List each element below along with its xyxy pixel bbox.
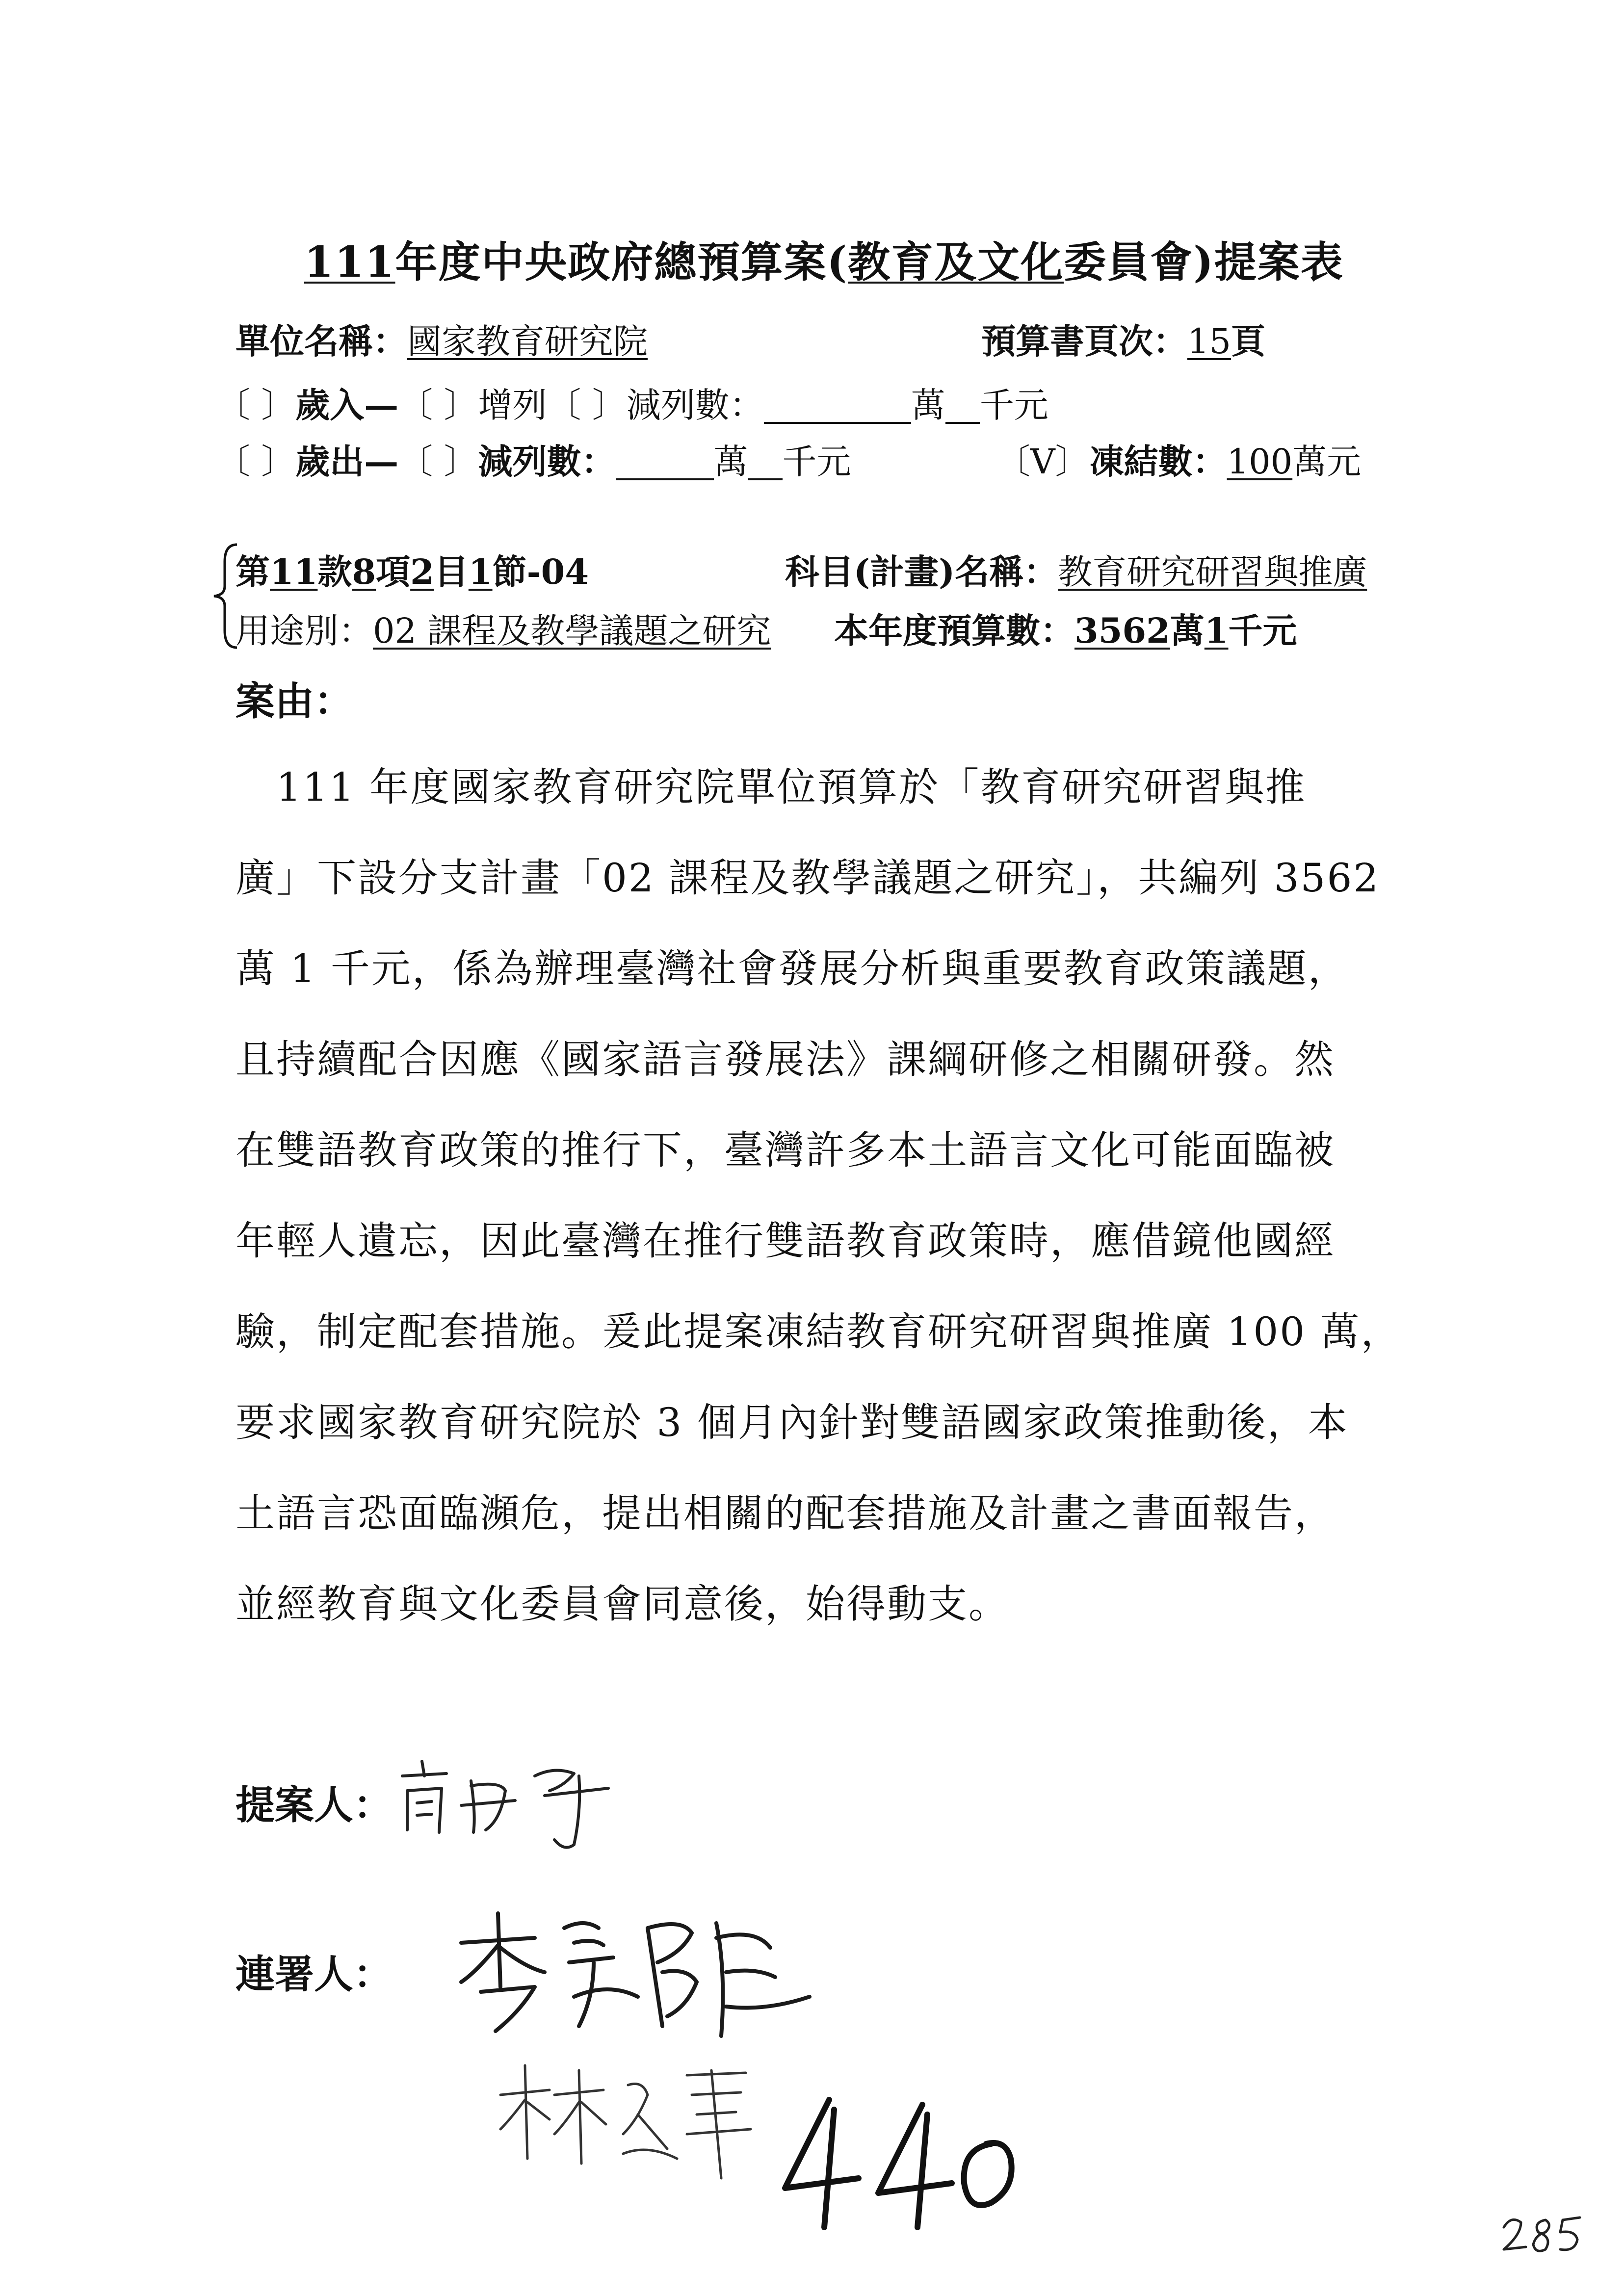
page-title	[304, 228, 1344, 289]
handwritten-number	[775, 2090, 1030, 2237]
classification-brace	[210, 542, 239, 650]
budget-qian-unit: 千元	[1228, 610, 1297, 651]
kuan-unit: 款	[317, 551, 352, 592]
revenue-increase: 增列	[478, 385, 547, 425]
subject-label: 科目(計畫)名稱：	[785, 551, 1058, 592]
expense-decrease-label: 減列數：	[478, 441, 616, 482]
reason-line: 要求國家教育研究院於 3 個月內針對雙語國家政策推動後，本	[236, 1400, 1349, 1445]
classification-row	[236, 545, 589, 594]
kuan-label: 第	[236, 551, 270, 592]
cosigner-signature-1	[451, 1899, 824, 2046]
unit-name: 國家教育研究院	[407, 321, 648, 362]
cosigner-signature-2	[491, 2056, 765, 2183]
budget-wan: 3562	[1074, 610, 1170, 651]
title-year: 111	[304, 237, 395, 287]
page-ref-label: 預算書頁次：	[981, 321, 1187, 362]
proposer-label: 提案人：	[236, 1782, 393, 1828]
expense-wan-blank	[616, 444, 714, 480]
page-ref-number: 15	[1187, 321, 1231, 362]
title-committee: 教育及文化	[848, 237, 1064, 287]
page-ref-unit: 頁	[1231, 321, 1266, 362]
mu-unit: 目	[434, 551, 469, 592]
expense-label: 歲出—	[295, 441, 399, 482]
revenue-decrease-checkbox: 〔 〕	[547, 385, 627, 425]
revenue-wan-blank	[764, 388, 911, 424]
unit-label: 單位名稱：	[236, 321, 407, 362]
subject-name: 教育研究研習與推廣	[1058, 552, 1367, 592]
expense-wan: 萬	[713, 442, 748, 482]
revenue-row	[216, 378, 1048, 427]
title-prefix: 年度中央政府總預算案(	[395, 237, 848, 287]
reason-label: 案由：	[236, 678, 353, 724]
freeze-amount: 100	[1227, 442, 1293, 482]
budget-qian: 1	[1204, 610, 1229, 651]
freeze-row	[996, 434, 1361, 484]
reason-line: 在雙語教育政策的推行下，臺灣許多本土語言文化可能面臨被	[236, 1127, 1335, 1173]
reason-line: 並經教育與文化委員會同意後，始得動支。	[236, 1581, 1009, 1627]
revenue-decrease-label: 減列數：	[626, 385, 764, 425]
unit-row	[236, 314, 648, 364]
xiang-number: 8	[352, 551, 376, 592]
purpose-row	[236, 603, 771, 653]
freeze-unit: 萬元	[1292, 442, 1362, 482]
page-ref	[981, 314, 1265, 364]
revenue-qian-blank	[945, 388, 980, 424]
revenue-wan: 萬	[911, 385, 945, 425]
expense-row	[216, 434, 851, 484]
revenue-increase-checkbox: 〔 〕	[398, 385, 478, 425]
subject-row	[785, 545, 1367, 594]
budget-row	[834, 603, 1297, 653]
reason-line: 111 年度國家教育研究院單位預算於「教育研究研習與推	[236, 764, 1307, 810]
reason-line: 年輕人遺忘，因此臺灣在推行雙語教育政策時，應借鏡他國經	[236, 1218, 1335, 1264]
reason-line: 廣」下設分支計畫「02 課程及教學議題之研究」，共編列 3562	[236, 855, 1380, 901]
cosigner-label: 連署人：	[236, 1951, 393, 1997]
expense-decrease-checkbox: 〔 〕	[398, 442, 478, 482]
purpose-label: 用途別：	[236, 611, 373, 651]
reason-line: 且持續配合因應《國家語言發展法》課綱研修之相關研發。然	[236, 1037, 1335, 1082]
expense-qian-blank	[748, 444, 783, 480]
reason-line: 土語言恐面臨瀕危，提出相關的配套措施及計畫之書面報告，	[236, 1490, 1335, 1536]
page-mark	[1496, 2208, 1590, 2262]
jie-number: 1	[468, 551, 493, 592]
proposer-signature	[388, 1747, 643, 1854]
freeze-checkbox: 〔V〕	[996, 442, 1090, 482]
title-suffix: 委員會)提案表	[1064, 237, 1344, 287]
purpose-value: 02 課程及教學議題之研究	[373, 611, 771, 651]
reason-line: 萬 1 千元，係為辦理臺灣社會發展分析與重要教育政策議題，	[236, 946, 1349, 991]
kuan-number: 11	[270, 551, 318, 592]
jie-unit: 節-04	[492, 551, 589, 592]
revenue-qianyuan: 千元	[979, 385, 1048, 425]
revenue-label: 歲入—	[295, 385, 399, 425]
mu-number: 2	[410, 551, 434, 592]
xiang-unit: 項	[376, 551, 411, 592]
budget-label: 本年度預算數：	[834, 610, 1074, 651]
expense-qianyuan: 千元	[782, 442, 851, 482]
budget-wan-unit: 萬	[1170, 610, 1205, 651]
expense-checkbox: 〔 〕	[216, 442, 296, 482]
revenue-checkbox: 〔 〕	[216, 385, 296, 425]
reason-line: 驗，制定配套措施。爰此提案凍結教育研究研習與推廣 100 萬，	[236, 1309, 1402, 1355]
freeze-label: 凍結數：	[1089, 441, 1227, 482]
